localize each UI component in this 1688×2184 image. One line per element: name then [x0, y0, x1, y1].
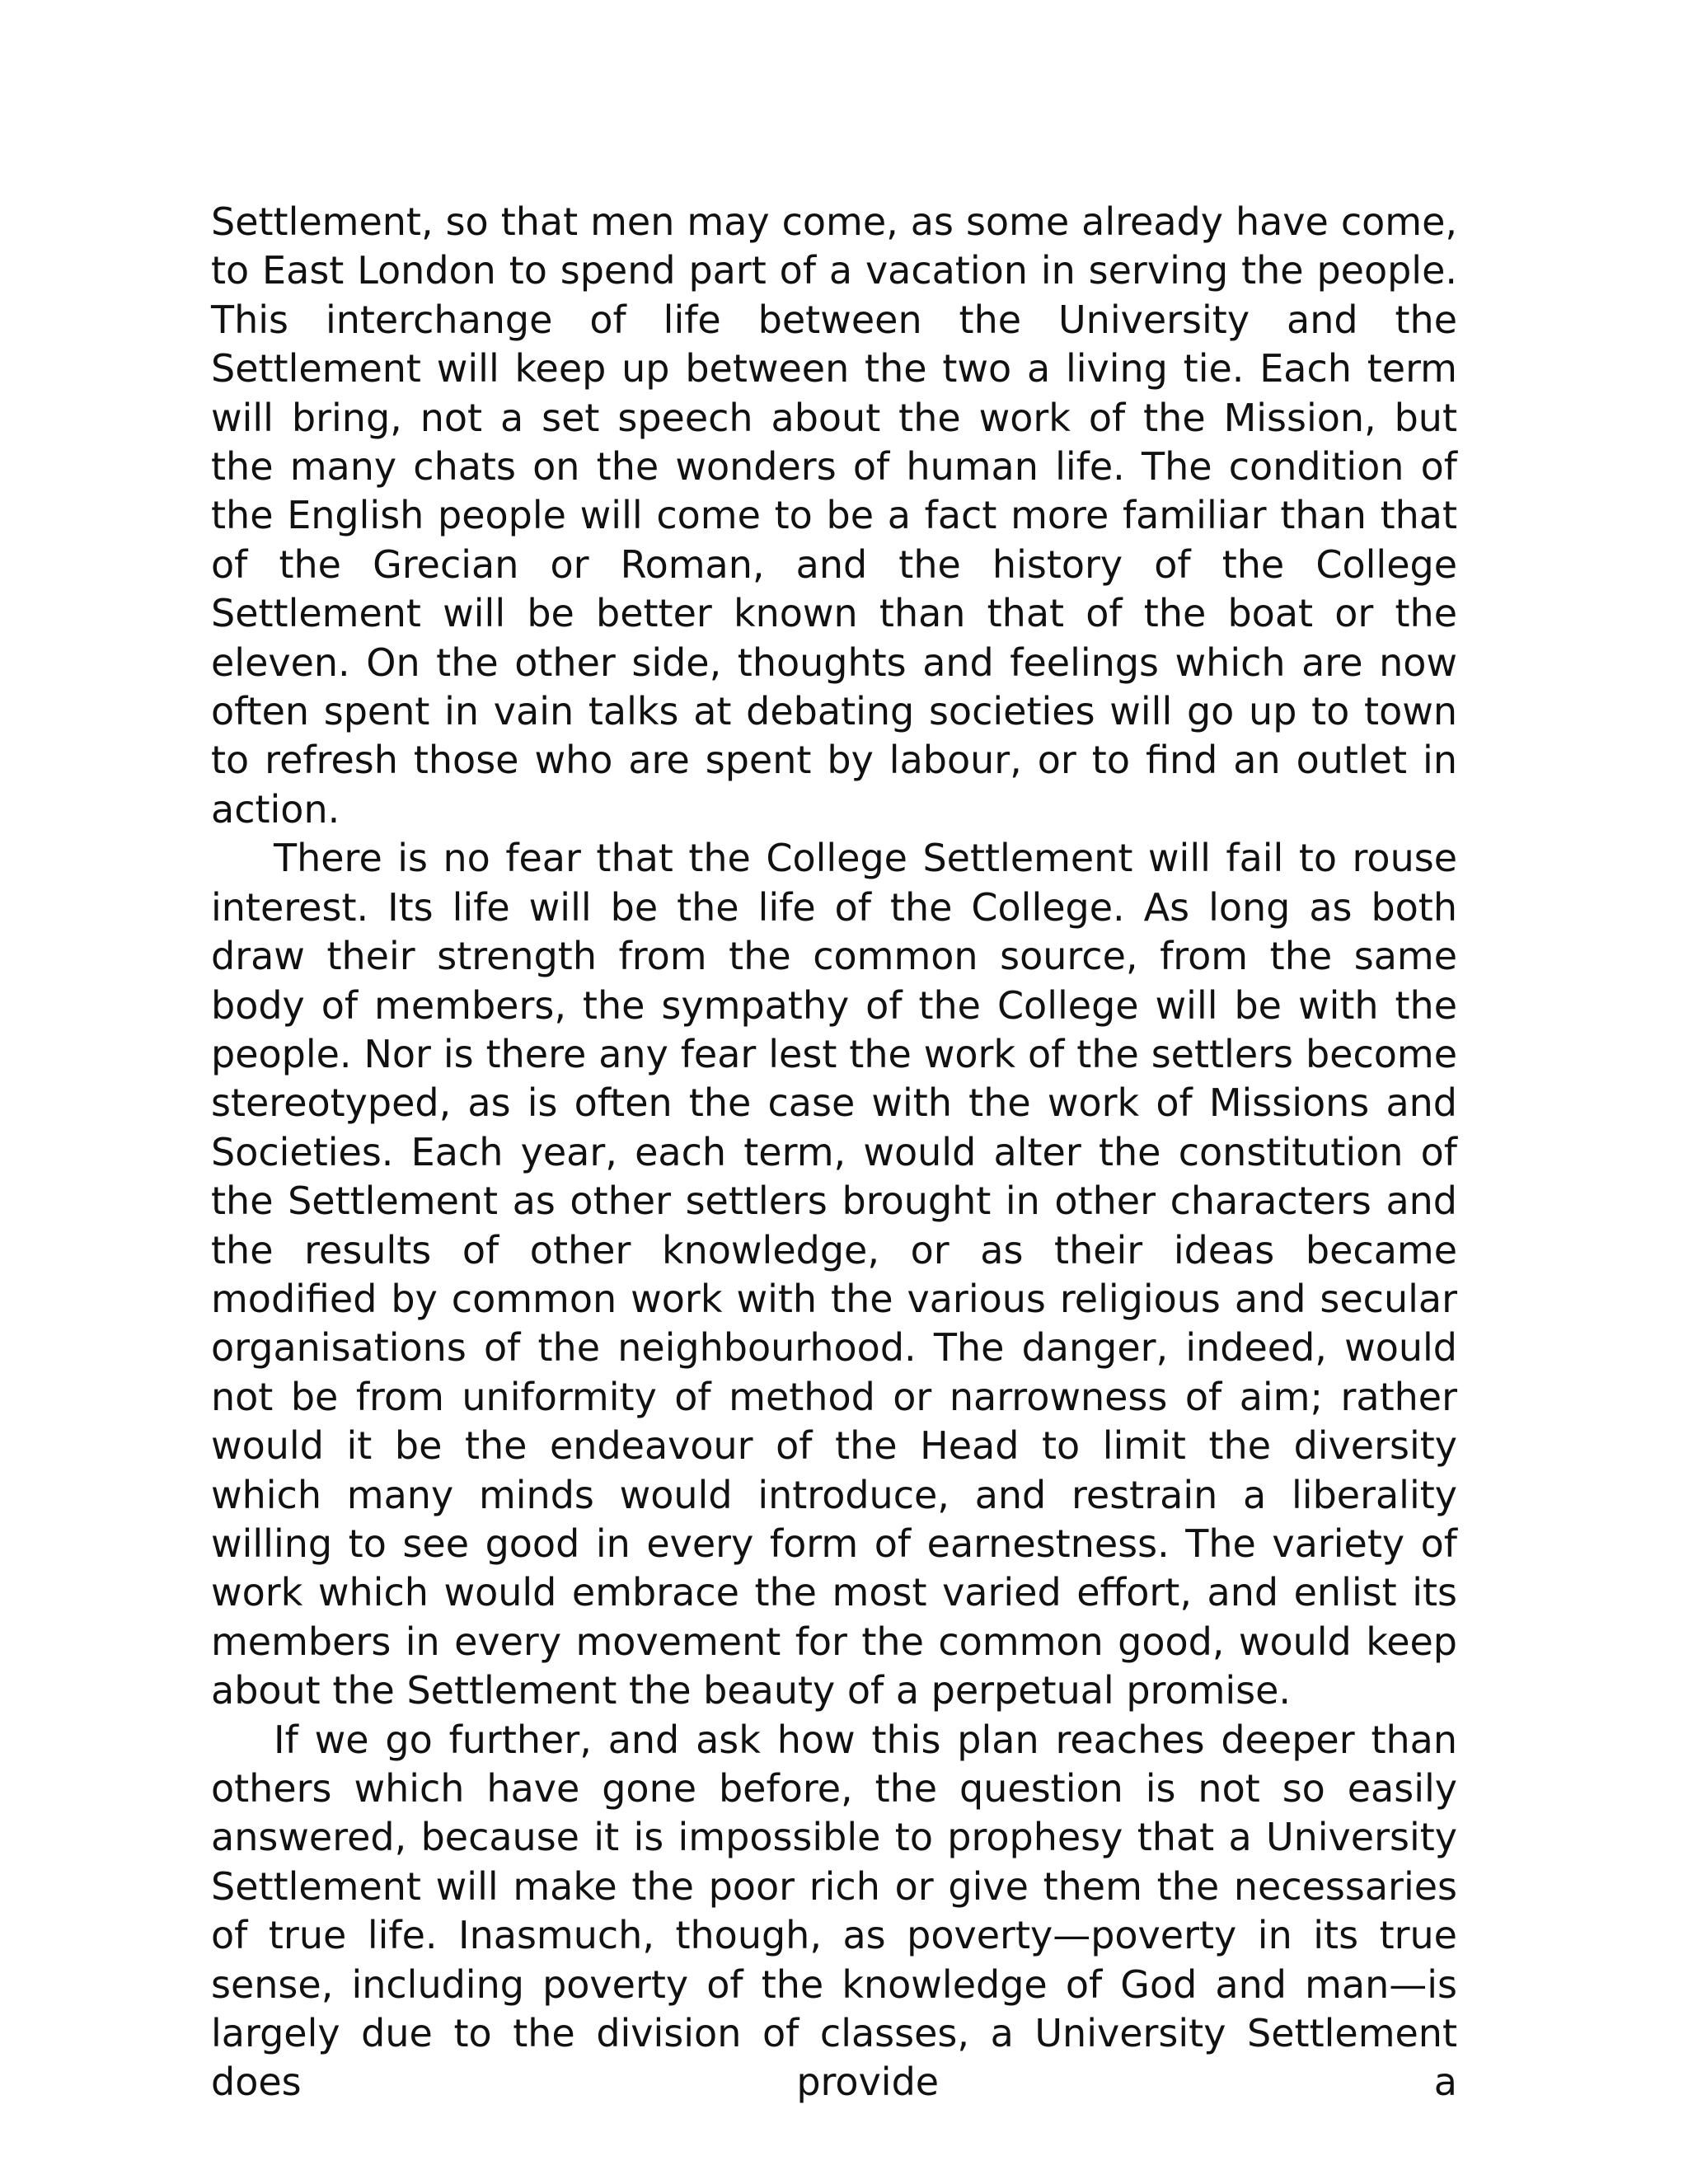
- body-text: [211, 198, 1457, 2107]
- paragraph-2: There is no fear that the College Settlement will fail to rouse interest. Its life will be the life of the College. As long as both draw their strength from the common source, from the same body of members, the sympathy of the College will be with the people. Nor is there any fear lest the work of the settlers become stereotyped, as is often the case with the work of Missions and Societies. Each year, each term, would alter the constitution of the Settlement as other settlers brought in other characters and the results of other knowledge, or as their ideas became modified by common work with the various religious and secular organisations of the neighbourhood. The danger, indeed, would not be from uniformity of method or narrowness of aim; rather would it be the endeavour of the Head to limit the diversity which many minds would introduce, and restrain a liberality willing to see good in every form of earnestness. The variety of work which would embrace the most varied effort, and enlist its members in every movement for the common good, would keep about the Settlement the beauty of a perpetual promise.: [211, 836, 1457, 1713]
- paragraph-3: If we go further, and ask how this plan reaches deeper than others which have gone before, the question is not so easily answered, because it is impossible to prophesy that a University Settlement will make the poor rich or give them the necessaries of true life. Inasmuch, though, as poverty—poverty in its true sense, including poverty of the knowledge of God and man—is largely due to the division of classes, a University Settlement does provide a: [211, 1717, 1457, 2105]
- paragraph-1: Settlement, so that men may come, as some already have come, to East London to spend part of a vacation in serving the people. This interchange of life between the University and the Settlement will keep up between the two a living tie. Each term will bring, not a set speech about the work of the Mission, but the many chats on the wonders of human life. The condition of the English people will come to be a fact more familiar than that of the Grecian or Roman, and the history of the College Settlement will be better known than that of the boat or the eleven. On the other side, thoughts and feelings which are now often spent in vain talks at debating societies will go up to town to refresh those who are spent by labour, or to find an outlet in action.: [211, 199, 1457, 832]
